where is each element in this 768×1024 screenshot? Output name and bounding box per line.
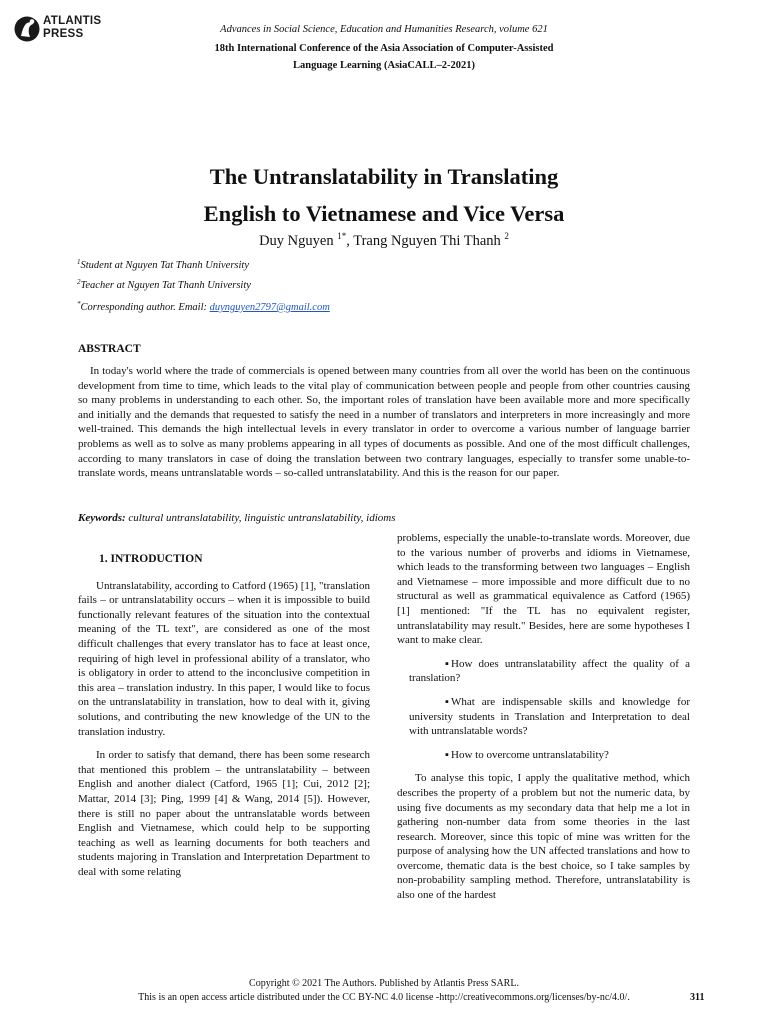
hypothesis-text: How to overcome untranslatability? bbox=[451, 748, 609, 761]
section-heading: 1. INTRODUCTION bbox=[99, 553, 203, 565]
bullet-icon: ▪ bbox=[445, 657, 449, 670]
hypothesis-item bbox=[397, 695, 690, 739]
author-superscript: 1* bbox=[337, 231, 347, 241]
intro-paragraph-2: In order to satisfy that demand, there has been some research that mentioned this problem – the untranslatability – between English and another dialect (Catford, 1965 [1]; Cui, 2012 [2]; Mattar, 2014 [3]; Ping, 1999 [4] & Wang, 2014 [5]). However, there is still no paper about the untranslatable words between English and Vietnamese, which could help to be supporting teaching as well as learning documents for both teachers and students majoring in Translation and Interpretation Department to deal with some relating bbox=[78, 749, 370, 878]
atlantis-figure-icon bbox=[14, 14, 40, 44]
license-line: This is an open access article distributed under the CC BY-NC 4.0 license -http://creativecommons.org/licenses/by-nc/4.0/. bbox=[138, 992, 630, 1003]
affiliation-text: Corresponding author. Email: bbox=[80, 302, 210, 313]
hypothesis-item bbox=[397, 748, 690, 763]
logo-line-1: ATLANTIS bbox=[43, 15, 102, 27]
page-number: 311 bbox=[690, 992, 705, 1003]
affiliation-1 bbox=[77, 258, 249, 271]
conference-line-2: Language Learning (AsiaCALL–2-2021) bbox=[292, 60, 475, 71]
author-separator: , bbox=[346, 233, 354, 249]
affiliation-2 bbox=[77, 278, 251, 291]
publisher-logo bbox=[14, 14, 124, 46]
affiliation-text: Teacher at Nguyen Tat Thanh University bbox=[80, 280, 251, 291]
conference-header bbox=[150, 40, 618, 74]
author-list bbox=[84, 231, 684, 250]
affiliation-text: Student at Nguyen Tat Thanh University bbox=[80, 260, 249, 271]
bullet-icon: ▪ bbox=[445, 748, 449, 761]
author-name: Duy Nguyen bbox=[259, 233, 334, 249]
author-superscript: 2 bbox=[504, 231, 509, 241]
affiliation-marker: 1 bbox=[77, 258, 81, 266]
journal-header: Advances in Social Science, Education and Humanities Research, volume 621 bbox=[220, 24, 548, 35]
email-link[interactable]: duynguyen2797@gmail.com bbox=[209, 302, 330, 313]
right-paragraph-2: To analyse this topic, I apply the qualitative method, which describes the property of a problem but not the numeric data, by using five documents as my secondary data that help me a lot in gathering non-number data from some theories in the last research. Moreover, since this topic of mine was written for the purpose of analysing how the UN affected translations and how to overcome, thematic data is the best choice, so I take samples by non-probability sampling method. Therefore, untranslatability is also one of the hardest bbox=[397, 772, 690, 902]
keywords-label: Keywords: bbox=[78, 512, 126, 524]
conference-line-1: 18th International Conference of the Asia Association of Computer-Assisted bbox=[214, 43, 554, 54]
left-column bbox=[78, 552, 370, 879]
abstract-heading: ABSTRACT bbox=[78, 343, 141, 355]
author-name: Trang Nguyen Thi Thanh bbox=[353, 233, 501, 249]
hypothesis-item bbox=[397, 657, 690, 686]
affiliation-marker: * bbox=[77, 300, 81, 308]
logo-text bbox=[43, 15, 101, 41]
right-paragraph-1: problems, especially the unable-to-translate words. Moreover, due to the various number of proverbs and idioms in Vietnamese, which leads to the transforming between two languages – English and Vietnamese – more impossible and more difficult due to no structural as well as grammatical equivalence as Catford (1965) [1] mentioned: "If the TL has no equivalent register, untranslatability may result." Besides, here are some hypotheses I want to make clear. bbox=[397, 532, 690, 647]
affiliation-marker: 2 bbox=[77, 278, 81, 286]
copyright-line: Copyright © 2021 The Authors. Published by Atlantis Press SARL. bbox=[249, 978, 519, 989]
keywords bbox=[78, 512, 396, 524]
corresponding-author bbox=[77, 300, 330, 313]
abstract-body: In today's world where the trade of commercials is opened between many countries from all over the world has been on the continuous development from time to time, which leads to the vital play of communication between people and people from other countries causing so many problems in understanding to each other. So, the important roles of translation have been available more and more specifically and initially and the demands that requested to satisfy the need in a number of translators and interpreters in more increasingly and more well-trained. This demands the high intellectual levels in every translator in order to overcome a various number of language barrier problems as well as to solve as many problems appearing in all types of documents as possible. And one of the most difficult challenges, according to many translators in case of doing the translation between two contrary languages, especially to transfer some unable-to-translate words, means untranslatable words – so-called untranslatability. And this is the reason for our paper. bbox=[78, 365, 690, 480]
bullet-icon: ▪ bbox=[445, 695, 449, 708]
right-column bbox=[397, 531, 690, 903]
hypothesis-text: How does untranslatability affect the quality of a translation? bbox=[409, 657, 690, 685]
keywords-text: cultural untranslatability, linguistic untranslatability, idioms bbox=[125, 512, 396, 524]
hypothesis-text: What are indispensable skills and knowledge for university students in Translation and Interpretation to deal with untranslatable words? bbox=[409, 695, 690, 738]
title-line-2: English to Vietnamese and Vice Versa bbox=[203, 201, 565, 226]
title-line-1: The Untranslatability in Translating bbox=[209, 164, 559, 189]
paper-title bbox=[84, 158, 684, 232]
intro-paragraph-1: Untranslatability, according to Catford (1965) [1], "translation fails – or untranslatability occurs – when it is impossible to build functionally relevant features of the situation into the contextual meaning of the TL text", are considered as one of the most difficult challenges that every translator has to face at least once, requiring of high level in professional ability of a translator, who is obligatory in order to attend to the inconclusive competition in this area – translation industry. In this paper, I would like to focus on the untranslatability in translation, how to deal with it, giving solutions, and contributing the new knowledge of the UN to the translation industry. bbox=[78, 579, 370, 738]
logo-line-2: PRESS bbox=[43, 28, 84, 40]
